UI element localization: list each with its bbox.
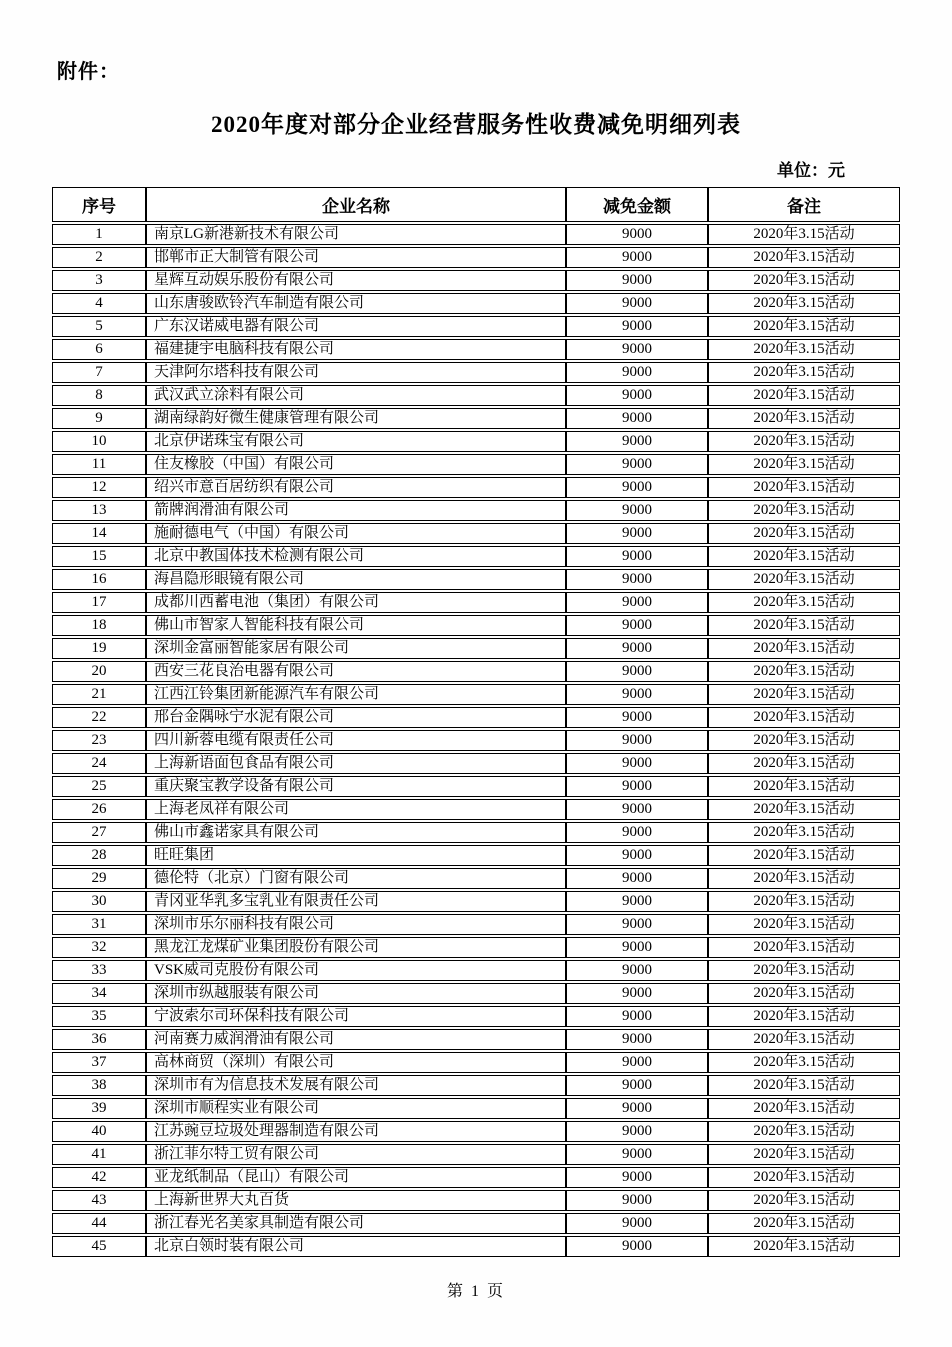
cell-note: 2020年3.15活动 [708, 247, 900, 268]
cell-amount: 9000 [566, 362, 708, 383]
cell-company: 深圳市有为信息技术发展有限公司 [146, 1075, 566, 1096]
cell-note: 2020年3.15活动 [708, 454, 900, 475]
cell-company: 深圳市乐尔丽科技有限公司 [146, 914, 566, 935]
cell-company: 高林商贸（深圳）有限公司 [146, 1052, 566, 1073]
cell-company: 浙江春光名美家具制造有限公司 [146, 1213, 566, 1234]
cell-amount: 9000 [566, 1144, 708, 1165]
cell-company: 山东唐骏欧铃汽车制造有限公司 [146, 293, 566, 314]
cell-note: 2020年3.15活动 [708, 914, 900, 935]
cell-no: 42 [52, 1167, 146, 1188]
cell-company: 武汉武立涂料有限公司 [146, 385, 566, 406]
table-row [52, 1236, 900, 1257]
cell-amount: 9000 [566, 1167, 708, 1188]
cell-note: 2020年3.15活动 [708, 1121, 900, 1142]
cell-amount: 9000 [566, 891, 708, 912]
cell-company: 佛山市鑫诺家具有限公司 [146, 822, 566, 843]
header-amount: 减免金额 [566, 187, 708, 222]
cell-note: 2020年3.15活动 [708, 983, 900, 1004]
cell-company: 住友橡胶（中国）有限公司 [146, 454, 566, 475]
cell-note: 2020年3.15活动 [708, 546, 900, 567]
table-row [52, 1190, 900, 1211]
cell-note: 2020年3.15活动 [708, 1029, 900, 1050]
cell-amount: 9000 [566, 799, 708, 820]
cell-amount: 9000 [566, 431, 708, 452]
cell-no: 4 [52, 293, 146, 314]
cell-note: 2020年3.15活动 [708, 730, 900, 751]
cell-no: 45 [52, 1236, 146, 1257]
cell-no: 2 [52, 247, 146, 268]
cell-amount: 9000 [566, 822, 708, 843]
cell-amount: 9000 [566, 845, 708, 866]
cell-no: 18 [52, 615, 146, 636]
cell-company: 西安三花良治电器有限公司 [146, 661, 566, 682]
table-row [52, 937, 900, 958]
table-row [52, 1213, 900, 1234]
cell-no: 44 [52, 1213, 146, 1234]
table-row [52, 523, 900, 544]
cell-no: 17 [52, 592, 146, 613]
table-row [52, 247, 900, 268]
cell-amount: 9000 [566, 454, 708, 475]
table-row [52, 316, 900, 337]
cell-note: 2020年3.15活动 [708, 270, 900, 291]
table-row [52, 270, 900, 291]
cell-company: 北京伊诺珠宝有限公司 [146, 431, 566, 452]
cell-company: 亚龙纸制品（昆山）有限公司 [146, 1167, 566, 1188]
cell-note: 2020年3.15活动 [708, 569, 900, 590]
table-row [52, 385, 900, 406]
table-row [52, 845, 900, 866]
cell-company: 青冈亚华乳多宝乳业有限责任公司 [146, 891, 566, 912]
cell-note: 2020年3.15活动 [708, 1144, 900, 1165]
cell-amount: 9000 [566, 408, 708, 429]
cell-amount: 9000 [566, 592, 708, 613]
cell-note: 2020年3.15活动 [708, 477, 900, 498]
cell-company: 北京中教国体技术检测有限公司 [146, 546, 566, 567]
header-no: 序号 [52, 187, 146, 222]
fee-reduction-table [52, 185, 900, 1259]
table-row [52, 569, 900, 590]
table-row [52, 822, 900, 843]
cell-no: 22 [52, 707, 146, 728]
cell-company: 黑龙江龙煤矿业集团股份有限公司 [146, 937, 566, 958]
cell-amount: 9000 [566, 937, 708, 958]
cell-no: 12 [52, 477, 146, 498]
cell-company: 江苏豌豆垃圾处理器制造有限公司 [146, 1121, 566, 1142]
cell-amount: 9000 [566, 1052, 708, 1073]
cell-company: 深圳市顺程实业有限公司 [146, 1098, 566, 1119]
table-row [52, 661, 900, 682]
cell-company: 湖南绿韵好微生健康管理有限公司 [146, 408, 566, 429]
cell-no: 14 [52, 523, 146, 544]
cell-company: 浙江菲尔特工贸有限公司 [146, 1144, 566, 1165]
cell-note: 2020年3.15活动 [708, 753, 900, 774]
cell-company: 星辉互动娱乐股份有限公司 [146, 270, 566, 291]
cell-note: 2020年3.15活动 [708, 362, 900, 383]
cell-company: 施耐德电气（中国）有限公司 [146, 523, 566, 544]
cell-company: 上海新世界大丸百货 [146, 1190, 566, 1211]
cell-company: 福建捷宇电脑科技有限公司 [146, 339, 566, 360]
cell-company: 箭牌润滑油有限公司 [146, 500, 566, 521]
cell-no: 3 [52, 270, 146, 291]
cell-company: 成都川西蓄电池（集团）有限公司 [146, 592, 566, 613]
cell-no: 32 [52, 937, 146, 958]
cell-amount: 9000 [566, 776, 708, 797]
cell-amount: 9000 [566, 546, 708, 567]
cell-company: 天津阿尔塔科技有限公司 [146, 362, 566, 383]
cell-amount: 9000 [566, 224, 708, 245]
cell-company: 四川新蓉电缆有限责任公司 [146, 730, 566, 751]
cell-no: 38 [52, 1075, 146, 1096]
table-row [52, 1029, 900, 1050]
table-row [52, 615, 900, 636]
cell-no: 30 [52, 891, 146, 912]
cell-company: 旺旺集团 [146, 845, 566, 866]
cell-company: 深圳市纵越服装有限公司 [146, 983, 566, 1004]
attachment-label: 附件： [57, 61, 120, 83]
cell-amount: 9000 [566, 569, 708, 590]
cell-no: 36 [52, 1029, 146, 1050]
cell-note: 2020年3.15活动 [708, 891, 900, 912]
table-row [52, 1098, 900, 1119]
cell-note: 2020年3.15活动 [708, 684, 900, 705]
cell-no: 11 [52, 454, 146, 475]
cell-amount: 9000 [566, 615, 708, 636]
cell-no: 28 [52, 845, 146, 866]
table-row [52, 753, 900, 774]
cell-company: 邢台金隅咏宁水泥有限公司 [146, 707, 566, 728]
table-row [52, 293, 900, 314]
cell-note: 2020年3.15活动 [708, 385, 900, 406]
cell-amount: 9000 [566, 1075, 708, 1096]
cell-no: 5 [52, 316, 146, 337]
cell-no: 39 [52, 1098, 146, 1119]
cell-no: 20 [52, 661, 146, 682]
cell-no: 43 [52, 1190, 146, 1211]
cell-amount: 9000 [566, 523, 708, 544]
cell-company: 上海老凤祥有限公司 [146, 799, 566, 820]
cell-company: 海昌隐形眼镜有限公司 [146, 569, 566, 590]
table-row [52, 914, 900, 935]
cell-amount: 9000 [566, 868, 708, 889]
page-title: 2020年度对部分企业经营服务性收费减免明细列表 [211, 112, 741, 137]
cell-no: 13 [52, 500, 146, 521]
cell-no: 24 [52, 753, 146, 774]
cell-amount: 9000 [566, 1098, 708, 1119]
cell-company: VSK威司克股份有限公司 [146, 960, 566, 981]
cell-amount: 9000 [566, 293, 708, 314]
cell-company: 南京LG新港新技术有限公司 [146, 224, 566, 245]
cell-note: 2020年3.15活动 [708, 776, 900, 797]
table-row [52, 891, 900, 912]
cell-no: 1 [52, 224, 146, 245]
cell-note: 2020年3.15活动 [708, 224, 900, 245]
cell-company: 宁波索尔司环保科技有限公司 [146, 1006, 566, 1027]
table-row [52, 339, 900, 360]
cell-no: 31 [52, 914, 146, 935]
table-row [52, 960, 900, 981]
cell-amount: 9000 [566, 914, 708, 935]
cell-amount: 9000 [566, 1213, 708, 1234]
cell-no: 34 [52, 983, 146, 1004]
cell-note: 2020年3.15活动 [708, 1006, 900, 1027]
cell-amount: 9000 [566, 707, 708, 728]
cell-amount: 9000 [566, 684, 708, 705]
cell-no: 26 [52, 799, 146, 820]
cell-company: 上海新语面包食品有限公司 [146, 753, 566, 774]
cell-note: 2020年3.15活动 [708, 799, 900, 820]
cell-amount: 9000 [566, 500, 708, 521]
cell-no: 15 [52, 546, 146, 567]
table-row [52, 1167, 900, 1188]
cell-no: 9 [52, 408, 146, 429]
cell-amount: 9000 [566, 1006, 708, 1027]
cell-no: 16 [52, 569, 146, 590]
cell-no: 25 [52, 776, 146, 797]
cell-company: 重庆聚宝教学设备有限公司 [146, 776, 566, 797]
page-number: 第 1 页 [446, 1283, 505, 1300]
cell-company: 邯郸市正大制管有限公司 [146, 247, 566, 268]
cell-note: 2020年3.15活动 [708, 523, 900, 544]
table-row [52, 707, 900, 728]
table-row [52, 546, 900, 567]
cell-no: 8 [52, 385, 146, 406]
cell-amount: 9000 [566, 477, 708, 498]
table-row [52, 454, 900, 475]
cell-amount: 9000 [566, 385, 708, 406]
cell-note: 2020年3.15活动 [708, 1167, 900, 1188]
table-row [52, 1052, 900, 1073]
cell-amount: 9000 [566, 1190, 708, 1211]
cell-note: 2020年3.15活动 [708, 661, 900, 682]
cell-note: 2020年3.15活动 [708, 707, 900, 728]
cell-amount: 9000 [566, 753, 708, 774]
table-row [52, 776, 900, 797]
cell-no: 33 [52, 960, 146, 981]
cell-amount: 9000 [566, 661, 708, 682]
cell-note: 2020年3.15活动 [708, 431, 900, 452]
cell-amount: 9000 [566, 270, 708, 291]
cell-company: 深圳金富丽智能家居有限公司 [146, 638, 566, 659]
cell-amount: 9000 [566, 339, 708, 360]
unit-label: 单位：元 [777, 161, 845, 180]
cell-note: 2020年3.15活动 [708, 638, 900, 659]
table-row [52, 799, 900, 820]
table-row [52, 638, 900, 659]
cell-note: 2020年3.15活动 [708, 1236, 900, 1257]
cell-note: 2020年3.15活动 [708, 1190, 900, 1211]
cell-note: 2020年3.15活动 [708, 592, 900, 613]
table-row [52, 1075, 900, 1096]
cell-note: 2020年3.15活动 [708, 822, 900, 843]
cell-note: 2020年3.15活动 [708, 408, 900, 429]
cell-company: 绍兴市意百居纺织有限公司 [146, 477, 566, 498]
table-row [52, 408, 900, 429]
cell-no: 6 [52, 339, 146, 360]
cell-company: 德伦特（北京）门窗有限公司 [146, 868, 566, 889]
table-body [52, 224, 900, 1257]
table-row [52, 224, 900, 245]
table-row [52, 592, 900, 613]
cell-company: 江西江铃集团新能源汽车有限公司 [146, 684, 566, 705]
cell-no: 41 [52, 1144, 146, 1165]
table-row [52, 868, 900, 889]
cell-no: 7 [52, 362, 146, 383]
table-row [52, 431, 900, 452]
cell-company: 佛山市智家人智能科技有限公司 [146, 615, 566, 636]
cell-company: 广东汉诺威电器有限公司 [146, 316, 566, 337]
cell-company: 河南赛力威润滑油有限公司 [146, 1029, 566, 1050]
header-company: 企业名称 [146, 187, 566, 222]
table-row [52, 730, 900, 751]
cell-no: 19 [52, 638, 146, 659]
cell-note: 2020年3.15活动 [708, 293, 900, 314]
cell-note: 2020年3.15活动 [708, 615, 900, 636]
cell-note: 2020年3.15活动 [708, 500, 900, 521]
table-row [52, 500, 900, 521]
cell-note: 2020年3.15活动 [708, 868, 900, 889]
cell-amount: 9000 [566, 730, 708, 751]
cell-amount: 9000 [566, 638, 708, 659]
table-row [52, 1006, 900, 1027]
cell-note: 2020年3.15活动 [708, 937, 900, 958]
cell-note: 2020年3.15活动 [708, 316, 900, 337]
table-row [52, 477, 900, 498]
cell-amount: 9000 [566, 316, 708, 337]
table-row [52, 684, 900, 705]
cell-amount: 9000 [566, 1236, 708, 1257]
cell-amount: 9000 [566, 960, 708, 981]
table-row [52, 362, 900, 383]
cell-note: 2020年3.15活动 [708, 1052, 900, 1073]
table-row [52, 1121, 900, 1142]
table-header-row [52, 187, 900, 222]
cell-company: 北京白领时装有限公司 [146, 1236, 566, 1257]
cell-note: 2020年3.15活动 [708, 845, 900, 866]
cell-no: 40 [52, 1121, 146, 1142]
cell-no: 37 [52, 1052, 146, 1073]
cell-no: 29 [52, 868, 146, 889]
cell-note: 2020年3.15活动 [708, 339, 900, 360]
cell-amount: 9000 [566, 247, 708, 268]
cell-amount: 9000 [566, 1121, 708, 1142]
cell-note: 2020年3.15活动 [708, 1098, 900, 1119]
cell-note: 2020年3.15活动 [708, 1213, 900, 1234]
cell-note: 2020年3.15活动 [708, 1075, 900, 1096]
cell-no: 35 [52, 1006, 146, 1027]
cell-no: 21 [52, 684, 146, 705]
header-note: 备注 [708, 187, 900, 222]
cell-amount: 9000 [566, 1029, 708, 1050]
cell-amount: 9000 [566, 983, 708, 1004]
table-row [52, 983, 900, 1004]
cell-note: 2020年3.15活动 [708, 960, 900, 981]
table-row [52, 1144, 900, 1165]
cell-no: 23 [52, 730, 146, 751]
cell-no: 27 [52, 822, 146, 843]
cell-no: 10 [52, 431, 146, 452]
